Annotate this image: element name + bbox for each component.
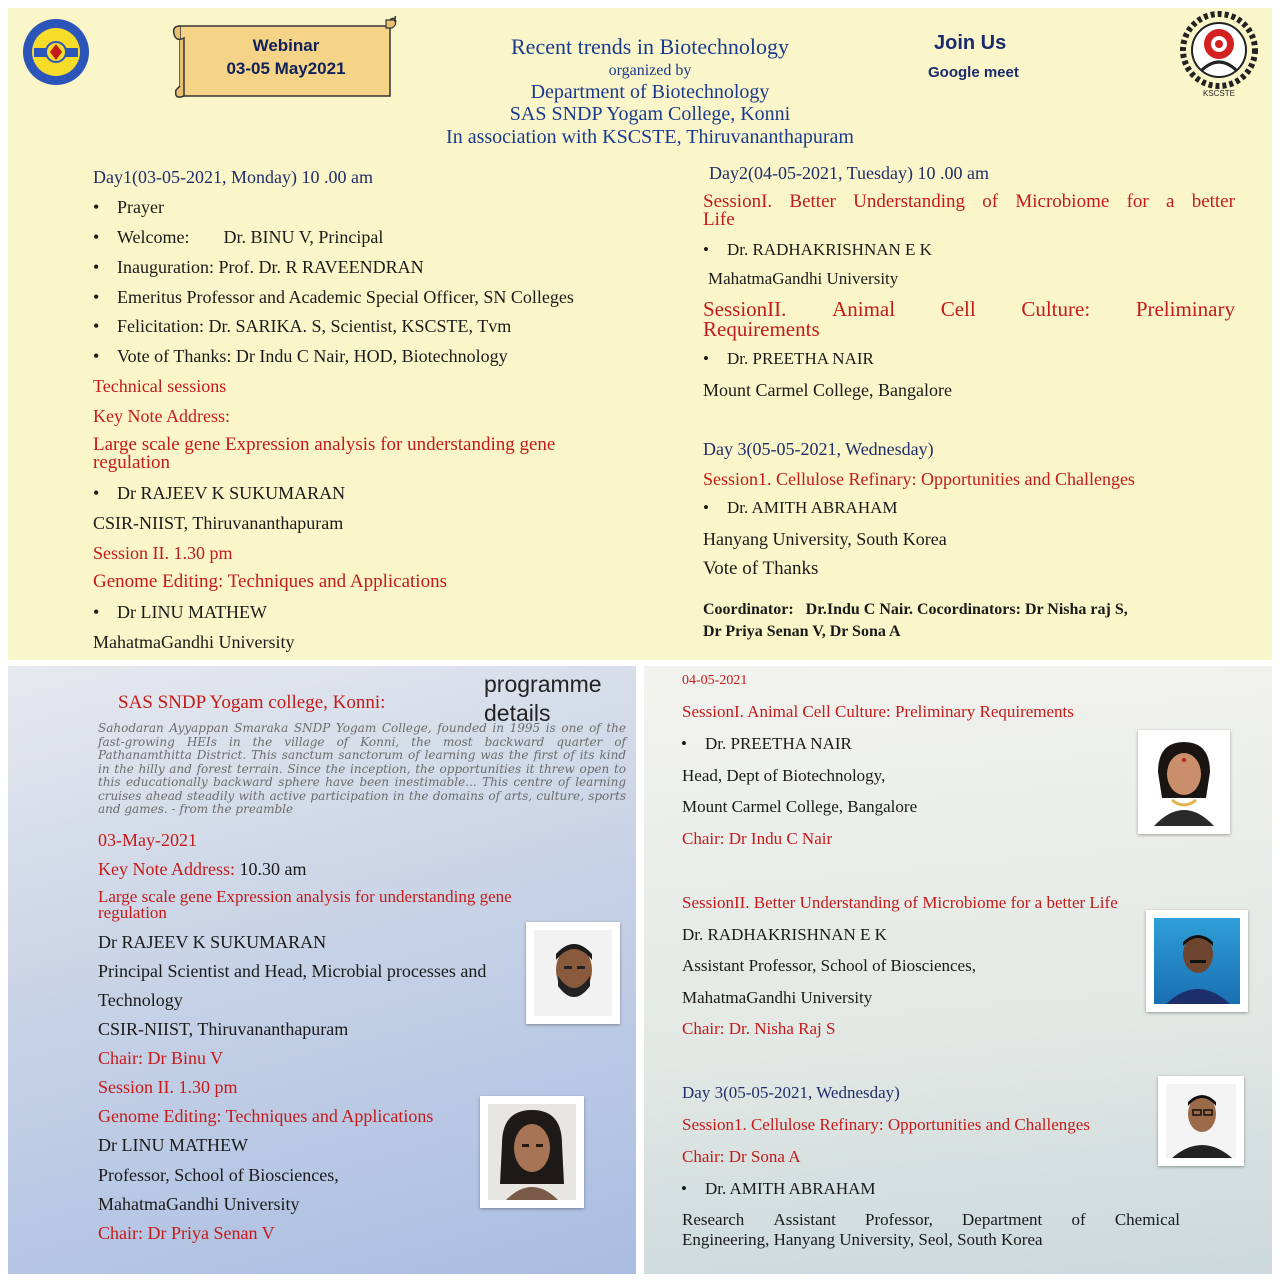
- bl-session2-time: Session II. 1.30 pm: [98, 1077, 238, 1097]
- bl-keynote-role-line2: Technology: [98, 990, 183, 1010]
- kscste-logo: [1174, 10, 1264, 100]
- day3-session1-affiliation: Hanyang University, South Korea: [703, 529, 947, 549]
- br-session2-speaker: Dr. RADHAKRISHNAN E K: [682, 925, 887, 944]
- word: Preliminary: [1135, 297, 1235, 321]
- department-name: Department of Biotechnology: [530, 81, 770, 103]
- felicitation-name: Dr. SARIKA. S, Scientist, KSCSTE, Tvm: [208, 316, 512, 336]
- br-session1-chair: Chair: Dr Indu C Nair: [682, 829, 833, 848]
- kscste-logo-text: KSCSTE: [1202, 89, 1236, 98]
- session2-title: Genome Editing: Techniques and Applications: [93, 571, 447, 592]
- coordinator-line1: Coordinator: Dr.Indu C Nair. Cocordinators: Dr Nisha raj S,: [703, 601, 1128, 618]
- programme-details-label: programme details: [484, 671, 602, 726]
- day1-prayer: • Prayer: [117, 196, 164, 218]
- association-text: In association with KSCSTE, Thiruvananthapuram: [446, 126, 854, 148]
- day3-session1-title: Session1. Cellulose Refinary: Opportunities and Challenges: [703, 469, 1135, 489]
- bl-keynote-affiliation: CSIR-NIIST, Thiruvananthapuram: [98, 1019, 349, 1039]
- keynote-speaker: • Dr RAJEEV K SUKUMARAN: [117, 482, 345, 504]
- br-session1-speaker: • Dr. PREETHA NAIR: [705, 734, 852, 754]
- day2-session1-title-line1: [703, 192, 1235, 212]
- webinar-title: Recent trends in Biotechnology: [511, 34, 789, 59]
- day3-heading: Day 3(05-05-2021, Wednesday): [703, 439, 934, 459]
- session2-speaker: • Dr LINU MATHEW: [117, 601, 267, 623]
- word: Animal: [832, 297, 896, 321]
- br-session3-title: Session1. Cellulose Refinary: Opportunities and Challenges: [682, 1115, 1090, 1134]
- word: SessionII.: [703, 297, 787, 321]
- welcome-label: Welcome:: [117, 227, 190, 247]
- br-session2-role: Assistant Professor, School of Biosciences,: [682, 956, 976, 975]
- speaker-photo-amith: [1158, 1076, 1244, 1166]
- join-us-label: Join Us: [934, 32, 1007, 54]
- session2-time: Session II. 1.30 pm: [93, 543, 233, 563]
- br-date: 04-05-2021: [682, 673, 748, 688]
- webinar-dates-text: [186, 34, 386, 80]
- college-logo: [20, 16, 92, 88]
- day2-session2-title-line2: Requirements: [703, 317, 820, 341]
- college-name: SAS SNDP Yogam College, Konni: [509, 103, 791, 125]
- bl-keynote-label: Key Note Address:: [98, 859, 235, 879]
- br-session1-title: SessionI. Animal Cell Culture: Preliminary Requirements: [682, 702, 1074, 721]
- welcome-role: , Principal: [309, 227, 384, 247]
- word: Professor,: [865, 1210, 933, 1229]
- keynote-affiliation: CSIR-NIIST, Thiruvananthapuram: [93, 513, 344, 533]
- organized-by: organized by: [608, 62, 692, 79]
- word: Research: [682, 1210, 745, 1229]
- day2-session1-title-line2: Life: [703, 209, 735, 230]
- br-session3-speaker: • Dr. AMITH ABRAHAM: [705, 1179, 876, 1199]
- word: Understanding: [853, 191, 965, 212]
- webinar-label: Webinar: [252, 36, 320, 55]
- bl-keynote-title-line2: regulation: [98, 903, 167, 922]
- word: Department: [962, 1210, 1043, 1229]
- br-session2-affiliation: MahatmaGandhi University: [682, 988, 873, 1007]
- day1-inauguration: • Inauguration: Prof. Dr. R RAVEENDRAN: [117, 256, 424, 278]
- word: for: [1126, 191, 1149, 212]
- bl-session2-affiliation: MahatmaGandhi University: [98, 1194, 300, 1214]
- bl-session2-speaker: Dr LINU MATHEW: [98, 1135, 248, 1155]
- bl-keynote-time: 10.30 am: [234, 859, 307, 879]
- br-session2-chair: Chair: Dr. Nisha Raj S: [682, 1019, 836, 1038]
- word: Assistant: [773, 1210, 836, 1229]
- word: Better: [789, 191, 836, 212]
- br-session1-role: Head, Dept of Biotechnology,: [682, 766, 886, 785]
- speaker-photo-linu: [480, 1096, 584, 1208]
- br-session3-role-line1: [682, 1210, 1180, 1230]
- bl-keynote-role-line1: Principal Scientist and Head, Microbial processes and: [98, 961, 487, 981]
- google-meet-label: Google meet: [928, 64, 1019, 81]
- br-session1-affiliation: Mount Carmel College, Bangalore: [682, 797, 918, 816]
- word: of: [1071, 1210, 1086, 1229]
- word: SessionI.: [703, 191, 773, 212]
- word: Microbiome: [1015, 191, 1110, 212]
- coordinator-line2: Dr Priya Senan V, Dr Sona A: [703, 623, 901, 640]
- college-preamble: Sahodaran Ayyappan Smaraka SNDP Yogam College, founded in 1995 is one of the fast-growing HEIs in the village of Konni, the most backward quarter of Pathanamthitta District. This sanctum sanctorum of learning was the first of its kind in the hilly and forest terrain. Since the inception, the opportunities it threw open to this educationally backward sphere have been inestimable... This centre of learning cruises ahead steadily with active participation in the domains of arts, culture, sports and games. - from the preamble: [98, 721, 626, 816]
- word: Cell: [940, 297, 976, 321]
- word: Culture:: [1021, 297, 1091, 321]
- keynote-title-line2: regulation: [93, 452, 171, 473]
- welcome-name: Dr. BINU V: [223, 227, 310, 247]
- day2-heading: Day2(04-05-2021, Tuesday) 10 .00 am: [709, 163, 989, 183]
- day2-session1-affiliation: MahatmaGandhi University: [708, 269, 899, 288]
- day1-heading: Day1(03-05-2021, Monday) 10 .00 am: [93, 167, 373, 187]
- br-session3-role-line2: Engineering, Hanyang University, Seol, South Korea: [682, 1230, 1043, 1249]
- day1-felicitation: [117, 315, 511, 337]
- keynote-title-line1: Large scale gene Expression analysis for understanding gene: [93, 434, 556, 455]
- bl-keynote-chair: Chair: Dr Binu V: [98, 1048, 224, 1068]
- speaker-photo-radhakrishnan: [1146, 910, 1248, 1012]
- technical-sessions-heading: Technical sessions: [93, 376, 227, 396]
- bl-session2-title: Genome Editing: Techniques and Applications: [98, 1106, 434, 1126]
- speaker-photo-preetha: [1138, 730, 1230, 834]
- day1-welcome: [117, 226, 383, 248]
- word: of: [982, 191, 999, 212]
- word: Chemical: [1114, 1210, 1180, 1229]
- day3-session1-speaker: • Dr. AMITH ABRAHAM: [727, 498, 898, 518]
- felicitation-label: Felicitation:: [117, 316, 209, 336]
- day3-vote-of-thanks: Vote of Thanks: [703, 558, 819, 579]
- webinar-dates: 03-05 May2021: [226, 59, 346, 78]
- bl-keynote-title-line1: Large scale gene Expression analysis for understanding gene: [98, 887, 512, 906]
- session2-affiliation: MahatmaGandhi University: [93, 632, 295, 652]
- br-session3-chair: Chair: Dr Sona A: [682, 1147, 801, 1166]
- br-day3-heading: Day 3(05-05-2021, Wednesday): [682, 1083, 900, 1102]
- br-session2-title: SessionII. Better Understanding of Microbiome for a better Life: [682, 893, 1118, 912]
- bl-session2-role: Professor, School of Biosciences,: [98, 1165, 339, 1185]
- vote-name: Dr Indu C Nair, HOD, Biotechnology: [235, 346, 508, 366]
- word: a: [1165, 191, 1175, 212]
- bl-keynote-speaker: Dr RAJEEV K SUKUMARAN: [98, 932, 327, 952]
- bl-date: 03-May-2021: [98, 830, 197, 850]
- keynote-heading: Key Note Address:: [93, 406, 230, 426]
- day2-session2-title-line1: [703, 299, 1235, 319]
- day2-session2-affiliation: Mount Carmel College, Bangalore: [703, 380, 952, 400]
- vote-label: Vote of Thanks:: [117, 346, 236, 366]
- day1-vote-of-thanks: [117, 345, 508, 367]
- bl-session2-chair: Chair: Dr Priya Senan V: [98, 1223, 275, 1243]
- day2-session1-speaker: • Dr. RADHAKRISHNAN E K: [727, 240, 932, 260]
- day1-emeritus: • Emeritus Professor and Academic Special Officer, SN Colleges: [117, 286, 574, 308]
- bl-keynote-line: [98, 858, 306, 880]
- day2-session2-speaker: • Dr. PREETHA NAIR: [727, 349, 874, 369]
- speaker-photo-rajeev: [526, 922, 620, 1024]
- word: better: [1191, 191, 1235, 212]
- bl-college-heading: SAS SNDP Yogam college, Konni:: [118, 692, 386, 713]
